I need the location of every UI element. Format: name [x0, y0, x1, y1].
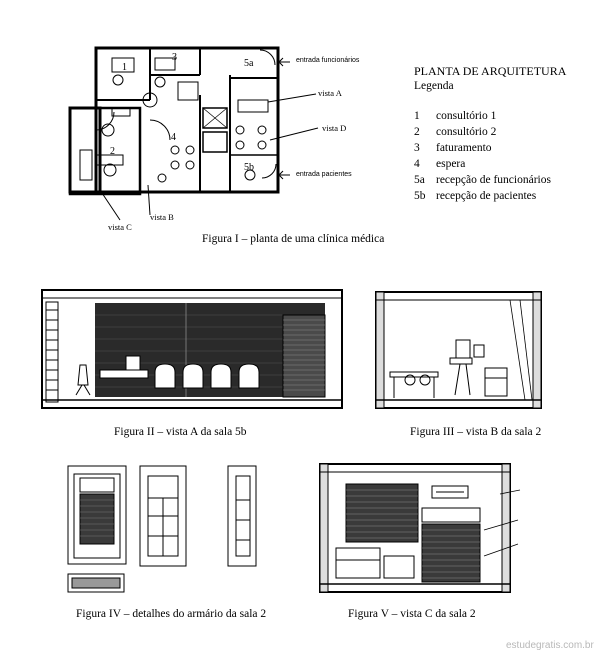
vista-d-label: vista D: [322, 123, 347, 133]
vista-a-label: vista A: [318, 88, 342, 98]
room-number-2: 2: [110, 146, 115, 157]
figure-1-caption: Figura I – planta de uma clínica médica: [202, 233, 385, 245]
figure-4-caption: Figura IV – detalhes do armário da sala 2: [76, 608, 267, 620]
legend-label: faturamento: [436, 142, 492, 154]
room-number-5a: 5a: [244, 58, 254, 69]
figure-3-caption: Figura III – vista B da sala 2: [410, 426, 542, 438]
figure-2-caption: Figura II – vista A da sala 5b: [114, 426, 247, 438]
legend-label: consultório 1: [436, 110, 497, 122]
figure-5-caption: Figura V – vista C da sala 2: [348, 608, 476, 620]
room-number-4: 4: [171, 132, 176, 143]
vista-c-label: vista C: [108, 222, 132, 232]
legend-title: PLANTA DE ARQUITETURA: [414, 64, 567, 78]
legend-key: 4: [414, 158, 420, 170]
legend-label: recepção de pacientes: [436, 190, 537, 202]
room-number-3: 3: [172, 52, 177, 63]
legend-subtitle: Legenda: [414, 80, 454, 92]
legend-label: recepção de funcionários: [436, 174, 551, 186]
legend-label: consultório 2: [436, 126, 497, 138]
legend-key: 5b: [414, 190, 426, 202]
watermark: estudegratis.com.br: [506, 640, 594, 651]
legend-key: 5a: [414, 174, 425, 186]
vista-b-label: vista B: [150, 212, 174, 222]
entrada-funcionarios-label: entrada funcionários: [296, 57, 360, 64]
room-number-5b: 5b: [244, 162, 254, 173]
room-number-1: 1: [122, 62, 127, 73]
legend-key: 2: [414, 126, 420, 138]
legend-key: 3: [414, 142, 420, 154]
legend-key: 1: [414, 110, 420, 122]
legend-label: espera: [436, 158, 466, 170]
entrada-pacientes-label: entrada pacientes: [296, 171, 352, 178]
